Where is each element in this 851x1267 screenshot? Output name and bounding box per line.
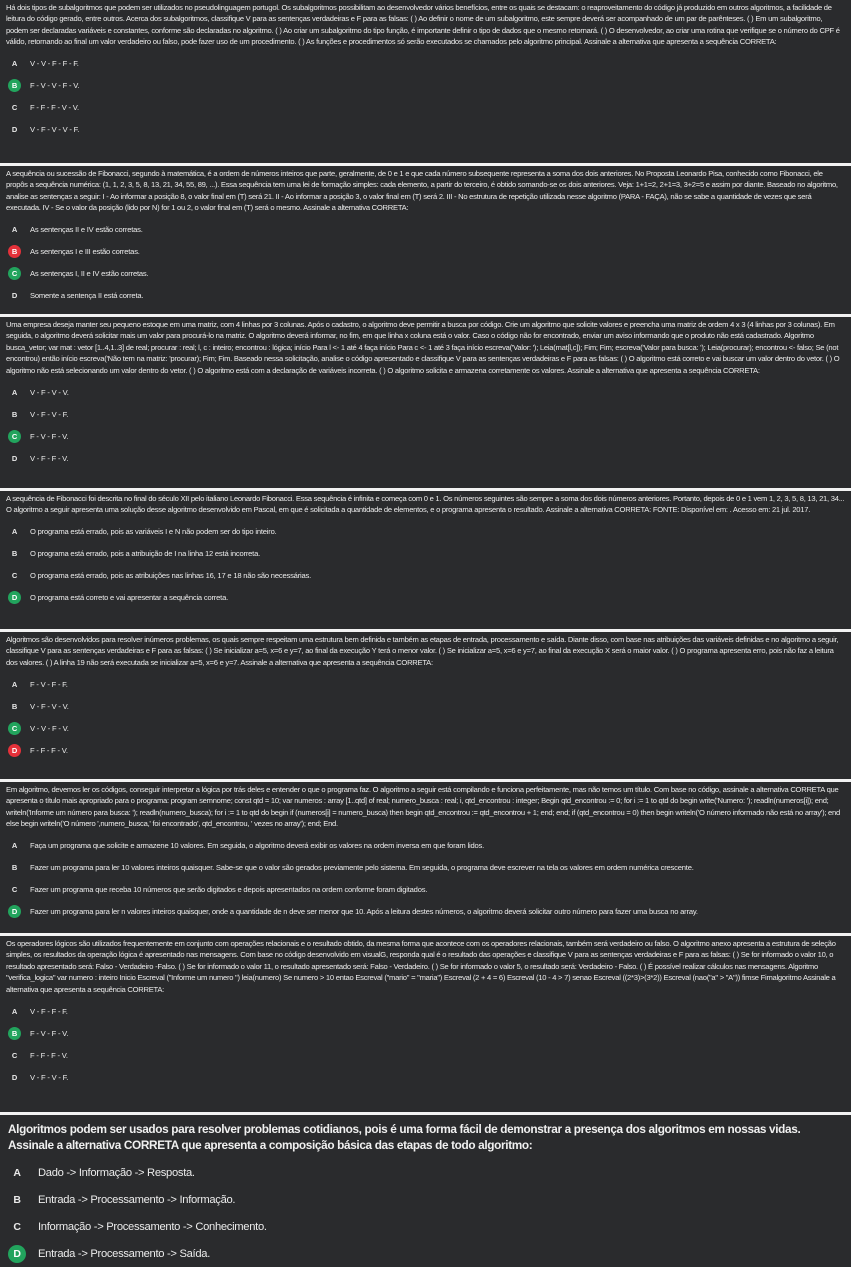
- option-a[interactable]: [6, 521, 845, 543]
- option-a[interactable]: [6, 53, 845, 75]
- option-a[interactable]: [6, 1000, 845, 1022]
- option-text: Fazer um programa para ler 10 valores inteiros quaisquer. Sabe-se que o valor são gerados previamente pelo sistema. Em seguida, o programa deve escrever na tela os valores em ordem numérica crescente.: [30, 863, 694, 873]
- option-d[interactable]: [6, 119, 845, 141]
- option-d[interactable]: [6, 447, 845, 469]
- option-text: V - F - F - V.: [30, 453, 69, 463]
- option-text: As sentenças I e III estão corretas.: [30, 247, 140, 257]
- option-a[interactable]: [6, 381, 845, 403]
- option-letter: C: [13, 1220, 21, 1233]
- question-2: [0, 166, 851, 314]
- option-a[interactable]: [6, 673, 845, 695]
- option-letter: B: [11, 863, 18, 873]
- option-letter: C: [8, 267, 21, 280]
- option-letter: D: [11, 125, 18, 135]
- option-letter: C: [11, 1050, 18, 1060]
- option-c[interactable]: [6, 1044, 845, 1066]
- option-letter: A: [11, 1006, 18, 1016]
- option-letter: B: [11, 549, 18, 559]
- question-4: [0, 491, 851, 629]
- option-letter: B: [11, 409, 18, 419]
- question-6: [0, 782, 851, 933]
- option-text: O programa está errado, pois a atribuição de I na linha 12 está incorreta.: [30, 549, 261, 559]
- option-c[interactable]: [6, 263, 845, 285]
- option-text: Informação -> Processamento -> Conhecimento.: [38, 1220, 267, 1233]
- option-text: Faça um programa que solicite e armazene 10 valores. Em seguida, o algoritmo deverá exibir os valores na ordem inversa em que foram lidos.: [30, 841, 484, 851]
- option-text: F - V - F - V.: [30, 431, 69, 441]
- option-letter: A: [11, 59, 18, 69]
- option-text: V - F - V - F.: [30, 409, 69, 419]
- question-text: Uma empresa deseja manter seu pequeno estoque em uma matriz, com 4 linhas por 3 colunas. Após o cadastro, o algoritmo deve permitir a busca por código. Crie um algoritmo que solicite valores e preencha uma matriz de ordem 4 x 3 (4 linhas por 3 colunas). Em seguida, o algoritmo deverá solicitar mais um valor para procurá-lo na matriz. O algoritmo deverá informar, no fim, em que linha x coluna está o valor. Caso o código não for encontrado, enviar um aviso informando que o produto não está cadastrado. Algoritmo busca_vetor; var mat : vetor [1..4,1..3] de real; procurar : real; l, c : inteiro; encontrou : lógica; início Para l <- 1 até 4 faça início Para c <- 1 até 3 faça início escreva('Valor: '); Leia(mat[l,c]); Fim; Fim; escreva('Valor para busca: '); Leia(procurar); encontrou <- falso; Se (not encontrou) então início escreva('Não tem na matriz: 'procurar); Fim; Fim. Baseado nessa solicitação, analise o código apresentado e classifique V para as sentenças verdadeiras e F para as falsas: ( ) O algoritmo está correto e vai buscar um valor dentro do vetor. ( ) O algoritmo não está selecionando um valor dentro do vetor. ( ) O algoritmo está com a declaração de variáveis incorreta. ( ) O algoritmo solicita e armazena corretamente os valores. Assinale a alternativa que apresenta a sequência CORRETA:: [6, 320, 840, 375]
- option-text: Somente a sentença II está correta.: [30, 291, 144, 301]
- option-c[interactable]: [6, 879, 845, 901]
- option-text: V - F - V - F.: [30, 1072, 69, 1082]
- option-text: F - V - F - F.: [30, 679, 68, 689]
- question-text: A sequência ou sucessão de Fibonacci, segundo à matemática, é a ordem de números inteiros que parte, geralmente, de 0 e 1 e que cada número subsequente representa a soma dos dois anteriores. No Proposta Leonardo Pisa, conhecido como Fibonacci, ele propôs a sequência numérica: (1, 1, 2, 3, 5, 8, 13, 21, 34, 55, 89, ...). Essa sequência tem uma lei de formação simples: cada elemento, a partir do terceiro, é obtido somando-se os dois anteriores. Veja: 1+1=2, 2+1=3, 3+2=5 e assim por diante. Baseado no algoritmo, analise as sentenças a seguir: I - Ao informar a posição 8, o valor final em (T) será 21. II - Ao informar a posição 3, o valor final em (T) será 2. III - No estrutura de repetição utilizada nesse algoritmo (PARA - FAÇA), não se sabe a quantidade de vezes que será executada. IV - Se o valor da posição (lido por N) for 1 ou 2, o valor final em (T) será o mesmo. Assinale a alternativa CORRETA:: [6, 169, 838, 213]
- option-b[interactable]: [6, 241, 845, 263]
- option-text: F - F - F - V.: [30, 745, 68, 755]
- option-letter: B: [13, 1193, 21, 1206]
- option-letter: C: [11, 103, 18, 113]
- option-letter: A: [11, 841, 18, 851]
- question-text: A sequência de Fibonacci foi descrita no final do século XII pelo italiano Leonardo Fibonacci. Essa sequência é infinita e começa com 0 e 1. Os números seguintes são sempre a soma dos dois números anteriores. Portanto, depois de 0 e 1 vem 1, 2, 3, 5, 8, 13, 21, 34... O algoritmo a seguir apresenta uma solução desse algoritmo desenvolvido em Pascal, em que é solicitada a quantidade de elementos, e o programa apresenta o resultado. Assinale a alternativa CORRETA: FONTE: Disponível em: . Acesso em: 21 jul. 2017.: [6, 494, 845, 515]
- option-b[interactable]: [6, 1186, 845, 1213]
- option-c[interactable]: [6, 717, 845, 739]
- option-b[interactable]: [6, 1022, 845, 1044]
- question-text: Em algoritmo, devemos ler os códigos, conseguir interpretar a lógica por trás deles e entender o que o programa faz. O algoritmo a seguir está compilando e funciona perfeitamente, mas não temos um título. Com base no código, assinale a alternativa CORRETA que apresenta o título mais apropriado para o programa: program semnome; const qtd = 10; var numeros : array [1..qtd] of real; numero_busca : real; i, qtd_encontrou : integer; Begin qtd_encontrou := 0; for i := 1 to qtd do begin write('Numero: '); readln(numeros[i]); end; writeln('Informe um número para busca: '); readln(numero_busca); for i := 1 to qtd do begin if (numeros[i] = numero_busca) then begin qtd_encontrou := qtd_encontrou + 1; end; end; if (qtd_encontrou = 0) then begin writeln('O número informado não está no array'); end else begin writeln('O número ',numero_busca,' foi encontrado', qtd_encontrou, ' vezes no array'); end; End.: [6, 785, 840, 829]
- option-text: V - F - V - V - F.: [30, 125, 80, 135]
- option-text: Fazer um programa que receba 10 números que serão digitados e depois apresentados na ordem conforme foram digitados.: [30, 885, 428, 895]
- option-c[interactable]: [6, 565, 845, 587]
- option-letter: C: [11, 571, 18, 581]
- option-b[interactable]: [6, 857, 845, 879]
- option-letter: B: [8, 79, 21, 92]
- question-5: [0, 632, 851, 779]
- option-text: V - V - F - F - F.: [30, 59, 79, 69]
- option-d[interactable]: [6, 285, 845, 307]
- option-text: Dado -> Informação -> Resposta.: [38, 1166, 195, 1179]
- question-8: [0, 1115, 851, 1267]
- option-letter: B: [11, 701, 18, 711]
- option-letter: A: [11, 225, 18, 235]
- option-text: Fazer um programa para ler n valores inteiros quaisquer, onde a quantidade de n deve ser menor que 10. Após a leitura destes números, o algoritmo deverá solicitar outro número para fazer uma busca no array.: [30, 907, 698, 917]
- option-letter: A: [11, 679, 18, 689]
- option-a[interactable]: [6, 835, 845, 857]
- option-letter: D: [11, 453, 18, 463]
- option-text: V - F - V - V.: [30, 387, 69, 397]
- option-letter: B: [8, 245, 21, 258]
- option-text: As sentenças I, II e IV estão corretas.: [30, 269, 149, 279]
- option-letter: D: [11, 1072, 18, 1082]
- option-a[interactable]: [6, 1159, 845, 1186]
- question-text: Algoritmos são desenvolvidos para resolver inúmeros problemas, os quais sempre respeitam uma estrutura bem definida e também as etapas de entrada, processamento e saída. Diante disso, com base nas atribuições das variáveis definidas e no algoritmo a seguir, classifique V para as sentenças verdadeiras e F para as falsas: ( ) Se inicializar a=5, x=6 e y=7, ao final da execução Y terá o menor valor. ( ) Se inicializar a=5, x=6 e y=7, ao final da execução X será o maior valor. ( ) O programa apresenta erro, pois não faz a leitura dos valores. ( ) A linha 19 não será executada se inicializar a=5, x=6 e y=7. Assinale a alternativa que apresenta a sequência CORRETA:: [6, 635, 839, 667]
- option-text: V - F - V - V.: [30, 701, 69, 711]
- option-text: V - F - F - F.: [30, 1006, 68, 1016]
- option-text: F - V - F - V.: [30, 1028, 69, 1038]
- option-d[interactable]: [6, 587, 845, 609]
- option-b[interactable]: [6, 75, 845, 97]
- question-text: Há dois tipos de subalgoritmos que podem ser utilizados no pseudolinguagem portugol. Os subalgoritmos possibilitam ao desenvolvedor vários benefícios, entre os quais se destacam: o reaproveitamento do código já produzido em outros algoritmos, a facilidade de leitura do código gerado, entre outros. Acerca dos subalgoritmos, classifique V para as sentenças verdadeiras e F para as falsas: ( ) Ao definir o nome de um subalgoritmo, este sempre deverá ser acompanhado de um par de parênteses. ( ) Em um subalgoritmo, podem ser declaradas variáveis e constantes, conforme são declaradas no algoritmo. ( ) Ao criar um subalgoritmo do tipo função, é importante definir o tipo de dados que o mesmo retornará. ( ) O desenvolvedor, ao criar uma rotina que verifique se o número do CPF é válido, retornando ao final um valor verdadeiro ou falso, pode fazer uso de um procedimento. ( ) As funções e procedimentos só serão executados se chamados pelo algoritmo principal. Assinale a alternativa que apresenta a sequência CORRETA:: [6, 3, 840, 47]
- option-c[interactable]: [6, 1213, 845, 1240]
- question-3: [0, 317, 851, 488]
- option-text: O programa está errado, pois as atribuições nas linhas 16, 17 e 18 não são necessárias.: [30, 571, 312, 581]
- option-letter: D: [8, 744, 21, 757]
- option-b[interactable]: [6, 695, 845, 717]
- option-text: F - V - V - F - V.: [30, 81, 80, 91]
- option-text: F - F - F - V - V.: [30, 103, 79, 113]
- option-text: Entrada -> Processamento -> Saída.: [38, 1247, 211, 1260]
- option-letter: C: [8, 722, 21, 735]
- question-1: [0, 0, 851, 163]
- option-d[interactable]: [6, 901, 845, 923]
- option-b[interactable]: [6, 543, 845, 565]
- option-d[interactable]: [6, 1066, 845, 1088]
- question-7: [0, 936, 851, 1112]
- option-letter: D: [8, 591, 21, 604]
- option-d[interactable]: [6, 739, 845, 761]
- option-text: Entrada -> Processamento -> Informação.: [38, 1193, 236, 1206]
- option-letter: C: [8, 430, 21, 443]
- option-letter: A: [11, 387, 18, 397]
- option-c[interactable]: [6, 97, 845, 119]
- option-letter: D: [8, 1245, 26, 1263]
- option-letter: A: [11, 527, 18, 537]
- option-text: F - F - F - V.: [30, 1050, 68, 1060]
- option-text: O programa está errado, pois as variáveis I e N não podem ser do tipo inteiro.: [30, 527, 277, 537]
- option-letter: A: [13, 1166, 21, 1179]
- option-c[interactable]: [6, 425, 845, 447]
- option-b[interactable]: [6, 403, 845, 425]
- option-d[interactable]: [6, 1240, 845, 1267]
- option-letter: C: [11, 885, 18, 895]
- option-letter: B: [8, 1027, 21, 1040]
- option-text: As sentenças II e IV estão corretas.: [30, 225, 143, 235]
- option-text: V - V - F - V.: [30, 723, 69, 733]
- option-letter: D: [11, 291, 18, 301]
- option-text: O programa está correto e vai apresentar a sequência correta.: [30, 593, 229, 603]
- option-letter: D: [8, 905, 21, 918]
- option-a[interactable]: [6, 219, 845, 241]
- question-text: Os operadores lógicos são utilizados frequentemente em conjunto com operações relacionais e o resultado obtido, da mesma forma que acontece com os operadores relacionais, também será verdadeiro ou falso. O algoritmo anexo apresenta a estrutura de seleção simples, os resultados da operação lógica é apresentado nas mensagens. Com base no código desenvolvido em visualG, responda qual é o resultado das operações e classifique V para as sentenças verdadeiras e F para as falsas: ( ) Se for informado o valor 10, o resultado apresentado será: Falso - Verdadeiro -Falso. ( ) Se for informado o valor 11, o resultado apresentado será: Falso - Verdadeiro. ( ) Se for informado o valor 5, o resultado será: Verdadeiro - Falso. ( ) É possível realizar cálculos nas mensagens. Algoritmo "verifica_logica" var numero : inteiro Inicio Escreval ("Informe um numero ") leia(numero) Se numero > 10 entao Escreval ("mario" = "maria") Escreval (2 + 4 = 6) Escreval (10 - 4 > 7) senao Escreval ((2*3)>(3*2)) Escreval (nao("a" > "A")) fimse Fimalgoritmo Assinale a alternativa que apresenta a sequência CORRETA:: [6, 939, 836, 994]
- question-text: Algoritmos podem ser usados para resolver problemas cotidianos, pois é uma forma fácil de demonstrar a presença dos algoritmos em nossas vidas. Assinale a alternativa CORRETA que apresenta a composição básica das etapas de todo algoritmo:: [8, 1122, 801, 1152]
